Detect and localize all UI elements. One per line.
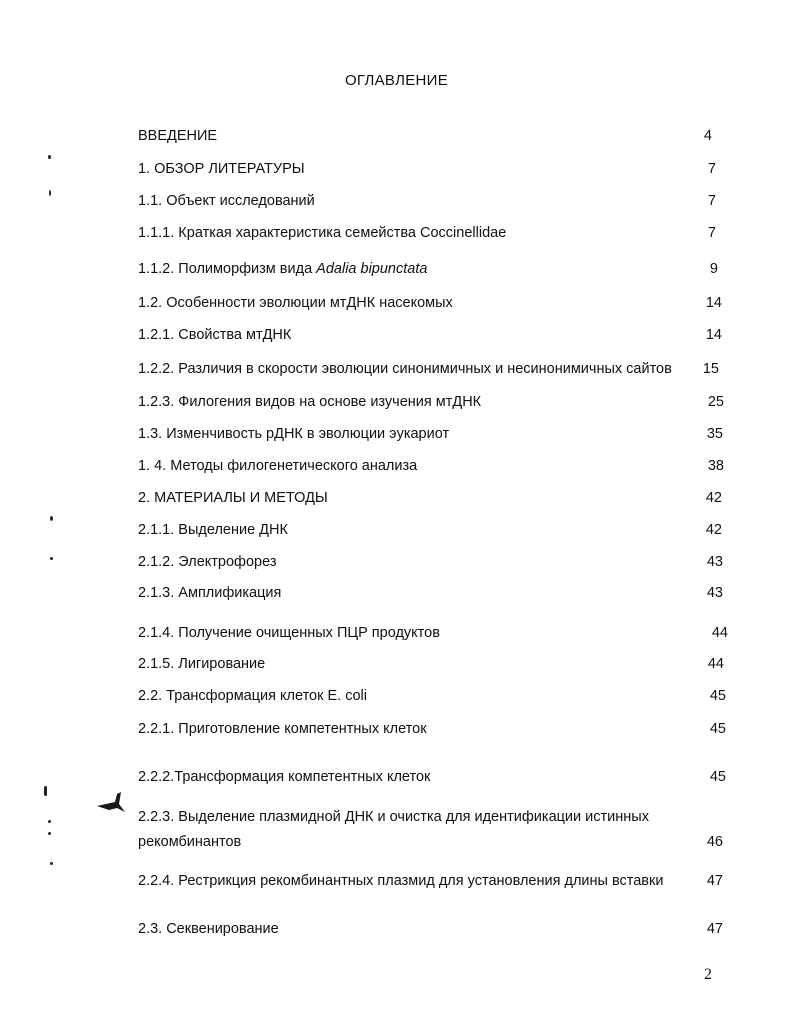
toc-entry-page: 7 (707, 161, 716, 177)
toc-entry-label (138, 260, 427, 278)
toc-entry-page: 43 (706, 554, 723, 570)
toc-entry-label: 2.2.3. Выделение плазмидной ДНК и очистка для идентификации истинных рекомбинантов (138, 809, 649, 850)
toc-entry-label: 1.1. Объект исследований (138, 193, 315, 209)
toc-entry-label: 2.3. Секвенирование (138, 921, 279, 937)
scan-speck (48, 820, 51, 823)
toc-entry-label-italic: Adalia bipunctata (316, 261, 428, 277)
toc-entry-page: 44 (707, 656, 724, 672)
toc-entry-label: 2. МАТЕРИАЛЫ И МЕТОДЫ (138, 490, 328, 506)
toc-entry-page: 25 (707, 394, 724, 410)
toc-entry-label: 2.2.4. Рестрикция рекомбинантных плазмид для установления длины вставки (138, 873, 664, 889)
toc-entry-page: 9 (709, 261, 718, 277)
toc-entry-label: 2.2. Трансформация клеток E. coli (138, 688, 367, 704)
toc-entry-label-text: 1.1.2. Полиморфизм вида (138, 261, 317, 277)
toc-entry-page: 35 (706, 426, 723, 442)
toc-entry-page: 15 (702, 361, 719, 377)
page-number: 2 (704, 966, 712, 983)
scan-speck (48, 155, 51, 159)
toc-entry-page: 42 (705, 490, 722, 506)
toc-entry-page: 7 (707, 193, 716, 209)
scan-smudge (95, 790, 135, 822)
toc-entry-page: 14 (705, 327, 722, 343)
toc-entry-page: 47 (706, 921, 723, 937)
toc-entry-page: 42 (705, 522, 722, 538)
scan-speck (48, 832, 51, 835)
toc-entry-page: 38 (707, 458, 724, 474)
toc-entry-label: 2.2.1. Приготовление компетентных клеток (138, 721, 427, 737)
document-title: ОГЛАВЛЕНИЕ (344, 72, 449, 89)
toc-entry-label: ВВЕДЕНИЕ (138, 128, 218, 144)
toc-entry-page: 7 (707, 225, 716, 241)
toc-entry-page: 43 (706, 585, 723, 601)
toc-entry-page: 46 (706, 834, 723, 850)
toc-entry-label: 1.2.1. Свойства мтДНК (138, 327, 292, 343)
scan-speck (50, 557, 53, 560)
toc-entry-label: 1.1.1. Краткая характеристика семейства Coccinellidae (138, 225, 507, 241)
toc-entry-page: 45 (709, 721, 726, 737)
scan-speck (50, 862, 53, 865)
toc-entry-label: 2.1.4. Получение очищенных ПЦР продуктов (138, 625, 440, 641)
scan-speck (49, 190, 51, 196)
toc-entry-label: 2.1.3. Амплификация (138, 585, 282, 601)
toc-entry-label: 1.3. Изменчивость рДНК в эволюции эукариот (138, 426, 450, 442)
toc-entry-label: 1. ОБЗОР ЛИТЕРАТУРЫ (138, 161, 305, 177)
toc-entry-label: 1.2.2. Различия в скорости эволюции синонимичных и несинонимичных сайтов (138, 361, 672, 377)
scan-speck (44, 786, 47, 796)
toc-entry-label: 2.2.2.Трансформация компетентных клеток (138, 769, 431, 785)
toc-entry-page: 45 (709, 769, 726, 785)
toc-entry-label: 2.1.2. Электрофорез (138, 554, 277, 570)
toc-entry-label: 1.2. Особенности эволюции мтДНК насекомых (138, 295, 453, 311)
toc-entry-label: 2.1.5. Лигирование (138, 656, 266, 672)
toc-entry-page: 47 (706, 873, 723, 889)
scan-speck (50, 516, 53, 521)
toc-entry-page: 4 (703, 128, 712, 144)
toc-entry-label: 1. 4. Методы филогенетического анализа (138, 458, 418, 474)
toc-entry-page: 45 (709, 688, 726, 704)
toc-entry-label: 1.2.3. Филогения видов на основе изучения мтДНК (138, 394, 482, 410)
toc-entry-page: 14 (705, 295, 722, 311)
toc-entry-page: 44 (711, 625, 728, 641)
toc-entry-label: 2.1.1. Выделение ДНК (138, 522, 288, 538)
